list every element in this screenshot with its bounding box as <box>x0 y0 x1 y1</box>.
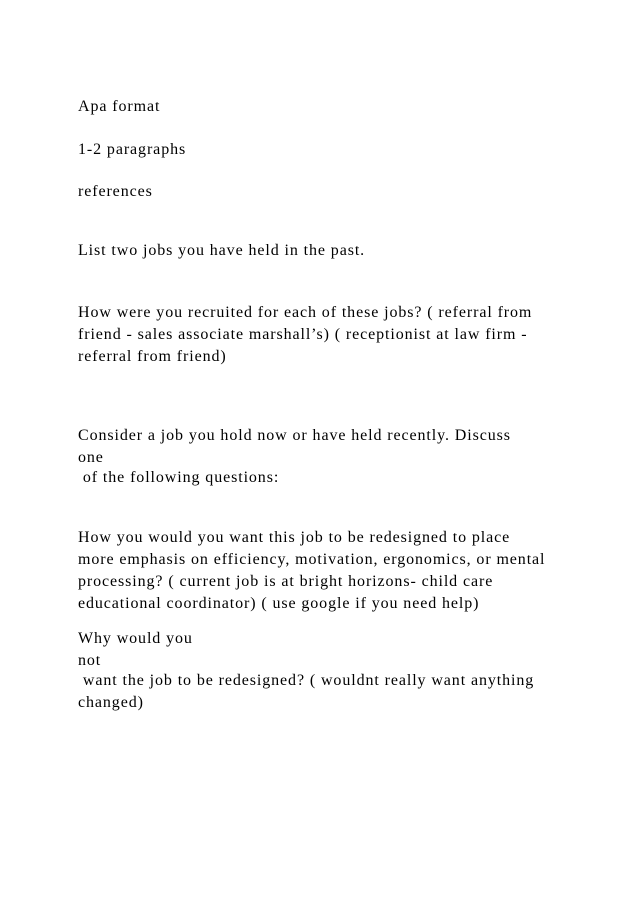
question-redesign-line-3: processing? ( current job is at bright horizons- child care <box>78 573 494 590</box>
question-recruited-line-2: friend - sales associate marshall’s) ( receptionist at law firm - <box>78 326 528 343</box>
question-redesign-line-2: more emphasis on efficiency, motivation, ergonomics, or mental <box>78 551 546 568</box>
prompt-consider-job-line-3: of the following questions: <box>78 469 280 486</box>
question-redesign-line-1: How you would you want this job to be redesigned to place <box>78 529 511 546</box>
question-not-redesign-line-2: not <box>78 652 102 669</box>
question-recruited-line-1: How were you recruited for each of these jobs? ( referral from <box>78 304 533 321</box>
question-list-jobs: List two jobs you have held in the past. <box>78 242 366 259</box>
requirement-paragraphs: 1-2 paragraphs <box>78 141 187 158</box>
question-not-redesign-line-3: want the job to be redesigned? ( wouldnt really want anything <box>78 672 535 689</box>
question-not-redesign-line-4: changed) <box>78 694 144 711</box>
requirement-references: references <box>78 183 153 200</box>
heading-apa-format: Apa format <box>78 98 161 115</box>
question-recruited-line-3: referral from friend) <box>78 348 227 365</box>
question-not-redesign-line-1: Why would you <box>78 630 193 647</box>
question-redesign-line-4: educational coordinator) ( use google if you need help) <box>78 595 480 612</box>
prompt-consider-job-line-1: Consider a job you hold now or have held recently. Discuss <box>78 427 511 444</box>
prompt-consider-job-line-2: one <box>78 449 104 466</box>
